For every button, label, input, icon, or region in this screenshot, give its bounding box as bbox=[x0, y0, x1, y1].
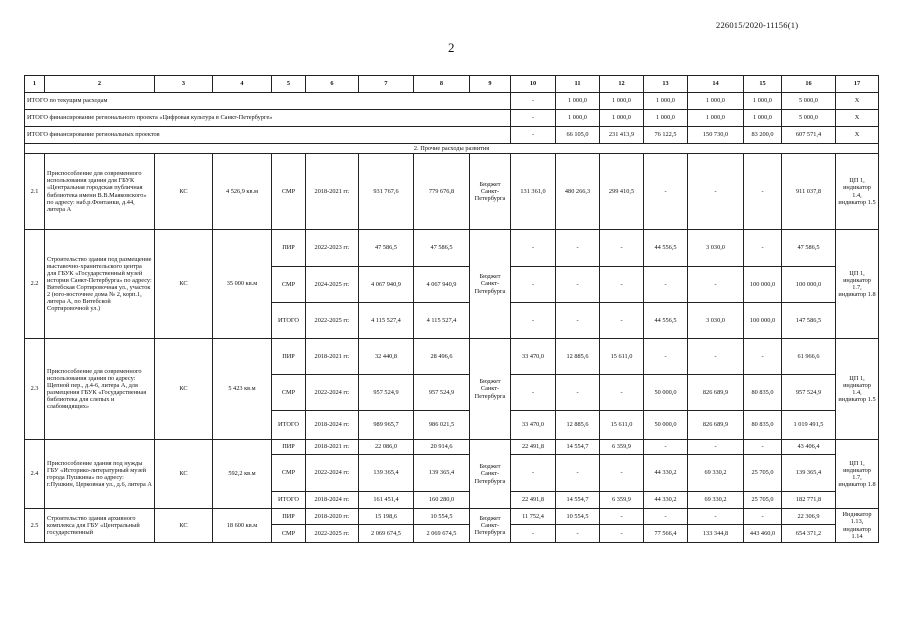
amount-c10: - bbox=[511, 525, 556, 543]
amount-c16: 654 371,2 bbox=[782, 525, 836, 543]
totals-c10: - bbox=[511, 93, 556, 110]
remaining-cost: 160 280,0 bbox=[414, 492, 470, 509]
column-number-16: 16 bbox=[782, 76, 836, 93]
column-number-4: 4 bbox=[213, 76, 272, 93]
column-number-5: 5 bbox=[272, 76, 306, 93]
amount-c13: - bbox=[644, 154, 688, 230]
amount-c15: - bbox=[744, 440, 782, 455]
amount-c15: 25 705,0 bbox=[744, 455, 782, 492]
estimated-cost: 161 451,4 bbox=[359, 492, 414, 509]
amount-c13: 44 556,5 bbox=[644, 230, 688, 267]
column-number-2: 2 bbox=[45, 76, 155, 93]
amount-c10: - bbox=[511, 455, 556, 492]
amount-c16: 61 966,6 bbox=[782, 339, 836, 375]
amount-c12: - bbox=[600, 525, 644, 543]
funding-source: Бюджет Санкт-Петербурга bbox=[470, 509, 511, 543]
work-period: 2022-2025 гг. bbox=[306, 525, 359, 543]
project-line-row bbox=[25, 339, 879, 375]
work-type: СМР bbox=[272, 154, 306, 230]
amount-c15: 80 835,0 bbox=[744, 411, 782, 440]
amount-c11: 12 885,6 bbox=[556, 339, 600, 375]
totals-row bbox=[25, 93, 879, 110]
funding-source: Бюджет Санкт-Петербурга bbox=[470, 339, 511, 440]
project-number: 2.5 bbox=[25, 509, 45, 543]
work-period: 2018-2024 гг. bbox=[306, 411, 359, 440]
page-number: 2 bbox=[448, 40, 455, 55]
project-type: КС bbox=[155, 440, 213, 509]
totals-c15: 1 000,0 bbox=[744, 110, 782, 127]
remaining-cost: 4 115 527,4 bbox=[414, 303, 470, 339]
totals-c17: X bbox=[836, 93, 879, 110]
totals-c16: 5 000,0 bbox=[782, 93, 836, 110]
amount-c13: - bbox=[644, 339, 688, 375]
estimated-cost: 957 524,9 bbox=[359, 375, 414, 411]
amount-c13: 44 556,5 bbox=[644, 303, 688, 339]
column-number-3: 3 bbox=[155, 76, 213, 93]
project-name: Приспособление здания под нужды ГБУ «Историко-литературный музей города Пушкина» по адресу: г.Пушкин, Церковная ул., д.6, литера А bbox=[45, 440, 155, 509]
column-number-17: 17 bbox=[836, 76, 879, 93]
amount-c10: 22 491,8 bbox=[511, 440, 556, 455]
project-type: КС bbox=[155, 154, 213, 230]
section-row bbox=[25, 144, 879, 154]
amount-c16: 22 306,9 bbox=[782, 509, 836, 525]
work-period: 2018-2024 гг. bbox=[306, 492, 359, 509]
totals-c14: 1 000,0 bbox=[688, 93, 744, 110]
funding-source: Бюджет Санкт-Петербурга bbox=[470, 154, 511, 230]
work-type: ПИР bbox=[272, 440, 306, 455]
amount-c12: - bbox=[600, 230, 644, 267]
amount-c12: - bbox=[600, 303, 644, 339]
amount-c14: 3 030,0 bbox=[688, 303, 744, 339]
work-type: ИТОГО bbox=[272, 303, 306, 339]
amount-c13: - bbox=[644, 509, 688, 525]
remaining-cost: 2 069 674,5 bbox=[414, 525, 470, 543]
amount-c12: - bbox=[600, 509, 644, 525]
indicator: ЦП 1, индикатор 1.4, индикатор 1.5 bbox=[836, 339, 879, 440]
indicator: ЦП 1, индикатор 1.7, индикатор 1.8 bbox=[836, 440, 879, 509]
amount-c14: - bbox=[688, 440, 744, 455]
project-capacity: 5 423 кв.м bbox=[213, 339, 272, 440]
amount-c16: 139 365,4 bbox=[782, 455, 836, 492]
column-number-12: 12 bbox=[600, 76, 644, 93]
amount-c13: 50 000,0 bbox=[644, 411, 688, 440]
amount-c10: - bbox=[511, 267, 556, 303]
totals-label: ИТОГО финансирование регионального проекта «Цифровая культура в Санкт-Петербурге» bbox=[25, 110, 511, 127]
work-type: ПИР bbox=[272, 339, 306, 375]
remaining-cost: 986 021,5 bbox=[414, 411, 470, 440]
funding-source: Бюджет Санкт-Петербурга bbox=[470, 440, 511, 509]
amount-c16: 100 000,0 bbox=[782, 267, 836, 303]
estimated-cost: 4 067 940,9 bbox=[359, 267, 414, 303]
work-type: ИТОГО bbox=[272, 492, 306, 509]
amount-c11: - bbox=[556, 230, 600, 267]
amount-c10: 22 491,8 bbox=[511, 492, 556, 509]
work-type: ПИР bbox=[272, 509, 306, 525]
amount-c15: - bbox=[744, 230, 782, 267]
remaining-cost: 957 524,9 bbox=[414, 375, 470, 411]
amount-c13: - bbox=[644, 267, 688, 303]
amount-c16: 147 586,5 bbox=[782, 303, 836, 339]
amount-c10: 11 752,4 bbox=[511, 509, 556, 525]
document-number: 226015/2020-11156(1) bbox=[716, 20, 799, 30]
amount-c12: - bbox=[600, 375, 644, 411]
amount-c15: - bbox=[744, 154, 782, 230]
column-number-10: 10 bbox=[511, 76, 556, 93]
project-number: 2.3 bbox=[25, 339, 45, 440]
amount-c13: - bbox=[644, 440, 688, 455]
remaining-cost: 20 914,6 bbox=[414, 440, 470, 455]
totals-c13: 1 000,0 bbox=[644, 93, 688, 110]
amount-c15: 25 705,0 bbox=[744, 492, 782, 509]
amount-c11: - bbox=[556, 375, 600, 411]
amount-c14: 69 330,2 bbox=[688, 492, 744, 509]
totals-c13: 1 000,0 bbox=[644, 110, 688, 127]
amount-c10: - bbox=[511, 230, 556, 267]
amount-c12: 6 359,9 bbox=[600, 492, 644, 509]
amount-c14: 826 689,9 bbox=[688, 375, 744, 411]
totals-c17: X bbox=[836, 127, 879, 144]
amount-c15: - bbox=[744, 509, 782, 525]
amount-c16: 1 019 491,5 bbox=[782, 411, 836, 440]
budget-table bbox=[24, 75, 879, 543]
amount-c14: - bbox=[688, 509, 744, 525]
amount-c12: - bbox=[600, 455, 644, 492]
estimated-cost: 22 086,0 bbox=[359, 440, 414, 455]
work-type: СМР bbox=[272, 375, 306, 411]
column-number-8: 8 bbox=[414, 76, 470, 93]
totals-row bbox=[25, 127, 879, 144]
column-number-9: 9 bbox=[470, 76, 511, 93]
amount-c10: - bbox=[511, 303, 556, 339]
amount-c15: 100 000,0 bbox=[744, 303, 782, 339]
totals-c12: 231 413,9 bbox=[600, 127, 644, 144]
project-number: 2.2 bbox=[25, 230, 45, 339]
totals-c11: 1 000,0 bbox=[556, 110, 600, 127]
work-type: СМР bbox=[272, 525, 306, 543]
amount-c12: - bbox=[600, 267, 644, 303]
amount-c16: 182 771,8 bbox=[782, 492, 836, 509]
estimated-cost: 931 767,6 bbox=[359, 154, 414, 230]
column-number-6: 6 bbox=[306, 76, 359, 93]
remaining-cost: 10 554,5 bbox=[414, 509, 470, 525]
project-number: 2.4 bbox=[25, 440, 45, 509]
remaining-cost: 4 067 940,9 bbox=[414, 267, 470, 303]
project-capacity: 4 526,9 кв.м bbox=[213, 154, 272, 230]
indicator: ЦП 1, индикатор 1.4, индикатор 1.5 bbox=[836, 154, 879, 230]
amount-c16: 957 524,9 bbox=[782, 375, 836, 411]
project-number: 2.1 bbox=[25, 154, 45, 230]
project-capacity: 35 000 кв.м bbox=[213, 230, 272, 339]
amount-c13: 77 566,4 bbox=[644, 525, 688, 543]
work-type: ИТОГО bbox=[272, 411, 306, 440]
work-period: 2024-2025 гг. bbox=[306, 267, 359, 303]
remaining-cost: 139 365,4 bbox=[414, 455, 470, 492]
totals-c11: 1 000,0 bbox=[556, 93, 600, 110]
amount-c10: 131 361,0 bbox=[511, 154, 556, 230]
totals-c13: 76 122,5 bbox=[644, 127, 688, 144]
amount-c11: - bbox=[556, 455, 600, 492]
totals-c17: X bbox=[836, 110, 879, 127]
totals-c16: 607 571,4 bbox=[782, 127, 836, 144]
estimated-cost: 139 365,4 bbox=[359, 455, 414, 492]
amount-c14: 826 689,9 bbox=[688, 411, 744, 440]
totals-c10: - bbox=[511, 127, 556, 144]
totals-c14: 1 000,0 bbox=[688, 110, 744, 127]
work-period: 2018-2021 гг. bbox=[306, 440, 359, 455]
amount-c15: 443 460,0 bbox=[744, 525, 782, 543]
estimated-cost: 2 069 674,5 bbox=[359, 525, 414, 543]
remaining-cost: 47 586,5 bbox=[414, 230, 470, 267]
totals-c14: 150 730,0 bbox=[688, 127, 744, 144]
amount-c15: 100 000,0 bbox=[744, 267, 782, 303]
estimated-cost: 47 586,5 bbox=[359, 230, 414, 267]
amount-c11: 14 554,7 bbox=[556, 492, 600, 509]
amount-c12: 299 410,5 bbox=[600, 154, 644, 230]
amount-c16: 47 586,5 bbox=[782, 230, 836, 267]
funding-source: Бюджет Санкт-Петербурга bbox=[470, 230, 511, 339]
amount-c13: 44 330,2 bbox=[644, 492, 688, 509]
totals-c15: 1 000,0 bbox=[744, 93, 782, 110]
work-type: ПИР bbox=[272, 230, 306, 267]
work-period: 2022-2025 гг. bbox=[306, 303, 359, 339]
project-name: Приспособление для современного использования здания по адресу: Щепной пер., д.4-6, литера А, для размещения ГБУК «Государственная библиотека для слепых и слабовидящих» bbox=[45, 339, 155, 440]
project-line-row bbox=[25, 440, 879, 455]
amount-c10: 33 470,0 bbox=[511, 411, 556, 440]
project-name: Строительство здания архивного комплекса для ГБУ «Центральный государственный bbox=[45, 509, 155, 543]
totals-c12: 1 000,0 bbox=[600, 93, 644, 110]
amount-c14: 3 030,0 bbox=[688, 230, 744, 267]
project-line-row bbox=[25, 154, 879, 230]
amount-c14: - bbox=[688, 339, 744, 375]
amount-c11: 480 266,3 bbox=[556, 154, 600, 230]
amount-c11: - bbox=[556, 303, 600, 339]
totals-c12: 1 000,0 bbox=[600, 110, 644, 127]
totals-c16: 5 000,0 bbox=[782, 110, 836, 127]
amount-c10: - bbox=[511, 375, 556, 411]
amount-c11: 12 885,6 bbox=[556, 411, 600, 440]
amount-c14: - bbox=[688, 267, 744, 303]
amount-c10: 33 470,0 bbox=[511, 339, 556, 375]
work-period: 2018-2021 гг. bbox=[306, 339, 359, 375]
estimated-cost: 989 965,7 bbox=[359, 411, 414, 440]
totals-c10: - bbox=[511, 110, 556, 127]
section-title: 2. Прочие расходы развития bbox=[25, 144, 879, 154]
column-number-1: 1 bbox=[25, 76, 45, 93]
amount-c11: - bbox=[556, 525, 600, 543]
column-number-13: 13 bbox=[644, 76, 688, 93]
work-period: 2022-2024 гг. bbox=[306, 455, 359, 492]
project-line-row bbox=[25, 509, 879, 525]
work-type: СМР bbox=[272, 267, 306, 303]
estimated-cost: 32 440,8 bbox=[359, 339, 414, 375]
project-capacity: 18 600 кв.м bbox=[213, 509, 272, 543]
amount-c14: 69 330,2 bbox=[688, 455, 744, 492]
column-number-11: 11 bbox=[556, 76, 600, 93]
header-row bbox=[25, 76, 879, 93]
work-period: 2022-2023 гг. bbox=[306, 230, 359, 267]
amount-c11: 14 554,7 bbox=[556, 440, 600, 455]
amount-c12: 15 611,0 bbox=[600, 411, 644, 440]
column-number-14: 14 bbox=[688, 76, 744, 93]
amount-c11: - bbox=[556, 267, 600, 303]
work-period: 2018-2020 гг. bbox=[306, 509, 359, 525]
amount-c16: 43 406,4 bbox=[782, 440, 836, 455]
amount-c15: - bbox=[744, 339, 782, 375]
project-name: Приспособление для современного использования здания для ГБУК «Центральная городская публичная библиотека имени В.В.Маяковского» по адресу: наб.р.Фонтанки, д.44, литера А bbox=[45, 154, 155, 230]
indicator: Индикатор 1.13, индикатор 1.14 bbox=[836, 509, 879, 543]
amount-c13: 44 330,2 bbox=[644, 455, 688, 492]
project-type: КС bbox=[155, 339, 213, 440]
remaining-cost: 28 496,6 bbox=[414, 339, 470, 375]
totals-label: ИТОГО по текущим расходам bbox=[25, 93, 511, 110]
amount-c11: 10 554,5 bbox=[556, 509, 600, 525]
estimated-cost: 4 115 527,4 bbox=[359, 303, 414, 339]
amount-c12: 6 359,9 bbox=[600, 440, 644, 455]
totals-c15: 83 200,0 bbox=[744, 127, 782, 144]
estimated-cost: 15 198,6 bbox=[359, 509, 414, 525]
totals-row bbox=[25, 110, 879, 127]
amount-c14: 133 344,8 bbox=[688, 525, 744, 543]
column-number-15: 15 bbox=[744, 76, 782, 93]
remaining-cost: 779 676,8 bbox=[414, 154, 470, 230]
work-period: 2018-2021 гг. bbox=[306, 154, 359, 230]
project-name: Строительство здания под размещение выставочно-хранительского центра для ГБУК «Государственный музей истории Санкт-Петербурга» по адресу: Витебская Сортировочная ул., участок 2 (юго-восточнее дома № 2, корп.1, литера А, по Витебской Сортировочной ул.) bbox=[45, 230, 155, 339]
project-type: КС bbox=[155, 230, 213, 339]
indicator: ЦП 1, индикатор 1.7, индикатор 1.8 bbox=[836, 230, 879, 339]
amount-c12: 15 611,0 bbox=[600, 339, 644, 375]
totals-c11: 66 105,0 bbox=[556, 127, 600, 144]
project-capacity: 592,2 кв.м bbox=[213, 440, 272, 509]
amount-c14: - bbox=[688, 154, 744, 230]
project-type: КС bbox=[155, 509, 213, 543]
column-number-7: 7 bbox=[359, 76, 414, 93]
work-type: СМР bbox=[272, 455, 306, 492]
amount-c15: 80 835,0 bbox=[744, 375, 782, 411]
amount-c16: 911 037,8 bbox=[782, 154, 836, 230]
amount-c13: 50 000,0 bbox=[644, 375, 688, 411]
totals-label: ИТОГО финансирование региональных проектов bbox=[25, 127, 511, 144]
project-line-row bbox=[25, 230, 879, 267]
work-period: 2022-2024 гг. bbox=[306, 375, 359, 411]
